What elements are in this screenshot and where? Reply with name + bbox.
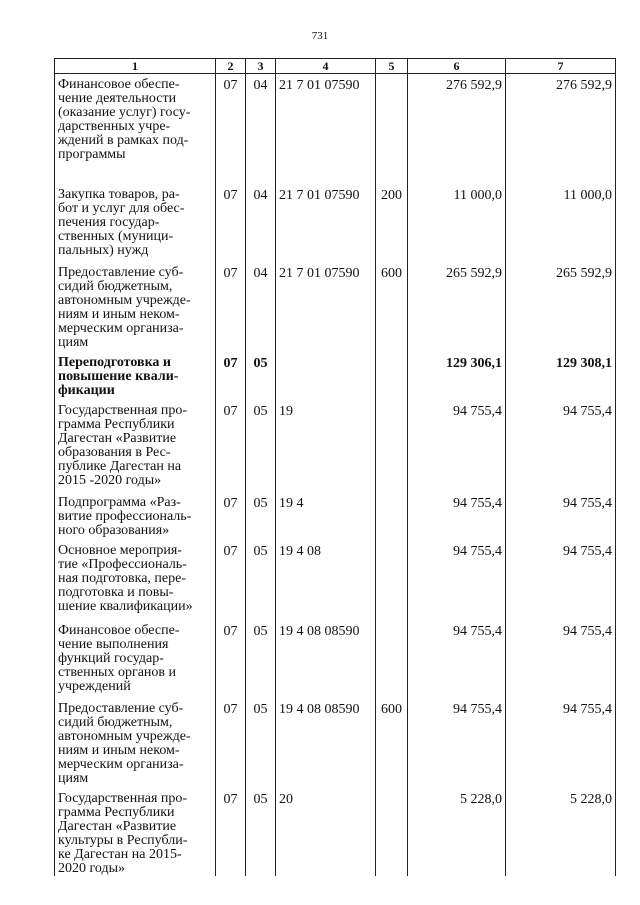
row-name-cell: Подпрограмма «Раз- витие профессиональ- ного образования» [55,492,216,540]
amount-col7-cell: 5 228,0 [506,788,616,876]
target-article-cell: 19 [276,400,376,492]
section-cell: 07 [216,74,246,184]
amount-col6-cell: 94 755,4 [408,492,506,540]
expense-type-cell [376,74,408,184]
target-article-cell: 19 4 [276,492,376,540]
amount-col7-cell: 276 592,9 [506,74,616,184]
amount-col7-cell: 129 308,1 [506,352,616,400]
amount-col6-cell: 5 228,0 [408,788,506,876]
table-row [55,620,616,698]
target-article-cell: 21 7 01 07590 [276,184,376,262]
page-number: 731 [311,30,329,42]
amount-col6-cell: 94 755,4 [408,620,506,698]
section-cell: 07 [216,262,246,352]
budget-table [54,58,616,876]
target-article-cell: 21 7 01 07590 [276,74,376,184]
subsection-cell: 04 [246,184,276,262]
column-header: 5 [376,59,408,74]
amount-col6-cell: 94 755,4 [408,540,506,620]
section-cell: 07 [216,352,246,400]
column-header: 6 [408,59,506,74]
row-name-cell: Предоставление суб- сидий бюджетным, автономным учрежде- ниям и иным неком- мерческим организа- циям [55,698,216,788]
section-cell: 07 [216,698,246,788]
subsection-cell: 04 [246,74,276,184]
section-cell: 07 [216,492,246,540]
row-name-cell: Переподготовка и повышение квали- фикации [55,352,216,400]
amount-col6-cell: 129 306,1 [408,352,506,400]
column-header: 2 [216,59,246,74]
section-cell: 07 [216,620,246,698]
row-name-cell: Закупка товаров, ра- бот и услуг для обес- печения государ- ственных (муници- пальных) нужд [55,184,216,262]
table-row [55,540,616,620]
expense-type-cell [376,620,408,698]
table-row [55,184,616,262]
amount-col7-cell: 94 755,4 [506,698,616,788]
amount-col7-cell: 94 755,4 [506,492,616,540]
subsection-cell: 05 [246,788,276,876]
expense-type-cell [376,400,408,492]
row-name-cell: Государственная про- грамма Республики Дагестан «Развитие образования в Рес- публике Дагестан на 2015 -2020 годы» [55,400,216,492]
column-header: 1 [55,59,216,74]
expense-type-cell [376,788,408,876]
table-row [55,698,616,788]
expense-type-cell: 600 [376,698,408,788]
row-name-cell: Государственная про- грамма Республики Дагестан «Развитие культуры в Республи- ке Дагестан на 2015- 2020 годы» [55,788,216,876]
subsection-cell: 04 [246,262,276,352]
amount-col6-cell: 276 592,9 [408,74,506,184]
amount-col6-cell: 94 755,4 [408,698,506,788]
table-row [55,262,616,352]
column-header: 4 [276,59,376,74]
target-article-cell: 20 [276,788,376,876]
section-cell: 07 [216,788,246,876]
table-row [55,788,616,876]
section-cell: 07 [216,540,246,620]
column-header: 7 [506,59,616,74]
row-name-cell: Основное мероприя- тие «Профессиональ- ная подготовка, пере- подготовка и повы- шение квалификации» [55,540,216,620]
amount-col6-cell: 11 000,0 [408,184,506,262]
section-cell: 07 [216,400,246,492]
expense-type-cell [376,540,408,620]
amount-col7-cell: 11 000,0 [506,184,616,262]
target-article-cell [276,352,376,400]
table-row [55,352,616,400]
amount-col6-cell: 94 755,4 [408,400,506,492]
amount-col7-cell: 94 755,4 [506,400,616,492]
target-article-cell: 19 4 08 [276,540,376,620]
row-name-cell: Предоставление суб- сидий бюджетным, автономным учрежде- ниям и иным неком- мерческим организа- циям [55,262,216,352]
subsection-cell: 05 [246,352,276,400]
section-cell: 07 [216,184,246,262]
subsection-cell: 05 [246,492,276,540]
subsection-cell: 05 [246,698,276,788]
expense-type-cell [376,352,408,400]
expense-type-cell: 200 [376,184,408,262]
header-row [55,59,616,74]
table-row [55,400,616,492]
target-article-cell: 19 4 08 08590 [276,620,376,698]
amount-col7-cell: 94 755,4 [506,620,616,698]
row-name-cell: Финансовое обеспе- чение деятельности (оказание услуг) госу- дарственных учре- ждений в рамках под- программы [55,74,216,184]
column-header: 3 [246,59,276,74]
expense-type-cell: 600 [376,262,408,352]
amount-col6-cell: 265 592,9 [408,262,506,352]
table-row [55,492,616,540]
target-article-cell: 21 7 01 07590 [276,262,376,352]
subsection-cell: 05 [246,400,276,492]
expense-type-cell [376,492,408,540]
subsection-cell: 05 [246,540,276,620]
table-row [55,74,616,184]
amount-col7-cell: 94 755,4 [506,540,616,620]
target-article-cell: 19 4 08 08590 [276,698,376,788]
row-name-cell: Финансовое обеспе- чение выполнения функций государ- ственных органов и учреждений [55,620,216,698]
subsection-cell: 05 [246,620,276,698]
amount-col7-cell: 265 592,9 [506,262,616,352]
